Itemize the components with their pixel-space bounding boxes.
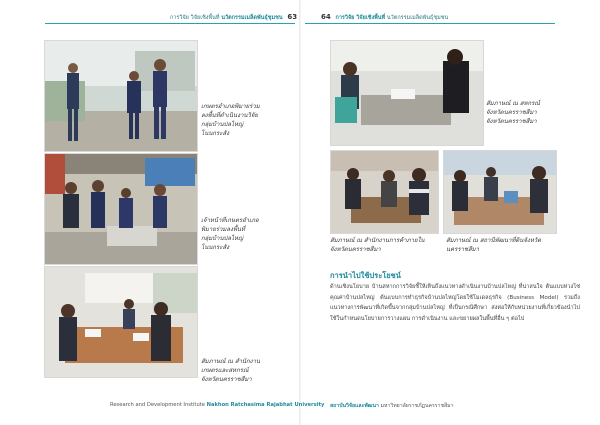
photo-interview-cooperative bbox=[330, 40, 484, 146]
left-footer-text2: Nakhon Ratchasima Rajabhat University bbox=[206, 402, 325, 408]
left-page-number: 63 bbox=[287, 13, 298, 21]
left-footer-text1: Research and Development Institute bbox=[110, 402, 205, 408]
left-footer bbox=[110, 402, 324, 408]
photo-interview-land-development bbox=[443, 150, 557, 234]
caption-left-3: สัมภาษณ์ ณ สำนักงาน เกษตรและสหกรณ์ จังหวัดนครราชสีมา bbox=[201, 358, 261, 383]
section-title: การนำไปใช้ประโยชน์ bbox=[330, 271, 401, 280]
right-footer-text2: มหาวิทยาลัยราชภัฏนครราชสีมา bbox=[380, 403, 454, 409]
right-header-accent: การวิจัย วิจัยเชิงพื้นที่ bbox=[335, 15, 386, 21]
right-running-header bbox=[318, 13, 448, 22]
body-paragraph: ด้านเชิงนโยบาย บ้านสหากการวิจัยชี้ให้เห็นถึงแนวทางดำเนินงานบ้านปลไหญ่ ที่น่าสนใจ ต้นแบบห่วงโซ่คุณค่าบ้านปลไหญ่ ต้นแบบการทำธุรกิจบ้านปลไหญ่โดยใช้โมเดลธุรกิจ (Business Model) รวมถึงแนวทางการพัฒนาที่เกิดขึ้นจากกลุ่มบ้านปลไหญ่ ที่เป็นกรณีศึกษา ส่งต่อให้กับหน่วยงานที่เกี่ยวข้องนำไปใช้ในกำหนดนโยบายการวางแผน การดำเนินงาน และขยายผลในพื้นที่อื่น ๆ ต่อไป bbox=[330, 284, 580, 322]
photo-interview-commerce-office bbox=[330, 150, 439, 234]
photo-field-visit-1 bbox=[44, 40, 198, 152]
caption-left-2: เจ้าหน้าที่เกษตรอำเภอ พิมายร่วมลงพื้นที่ กลุ่มบ้านปลไหญ่ โนนกระสัง bbox=[201, 217, 259, 251]
left-header-accent: นวัตกรรมเมล็ดพันธุ์ชุมชน bbox=[221, 15, 283, 21]
right-header-suffix: นวัตกรรมเมล็ดพันธุ์ชุมชน bbox=[386, 15, 449, 21]
page-gutter bbox=[299, 0, 301, 425]
caption-right-1: สัมภาษณ์ ณ สหกรณ์ จังหวัดนครราชสีมา จังหวัดนครราชสีมา bbox=[486, 100, 540, 125]
left-header-prefix: การวิจัย วิจัยเชิงพื้นที่ bbox=[170, 15, 220, 21]
left-running-header bbox=[170, 13, 300, 22]
caption-right-2: สัมภาษณ์ ณ สำนักงานการค้าภายใน จังหวัดนครราชสีมา bbox=[330, 237, 425, 253]
photo-field-visit-2 bbox=[44, 153, 198, 265]
caption-left-1: เกษตรอำเภอพิมายร่วม ลงพื้นที่ดำเนินงานวิจัย กลุ่มบ้านปลไหญ่ โนนกระสัง bbox=[201, 103, 260, 137]
left-header-rule bbox=[45, 23, 295, 24]
photo-interview-office bbox=[44, 266, 198, 378]
right-page-number: 64 bbox=[321, 13, 331, 21]
right-footer bbox=[330, 402, 454, 410]
right-header-rule bbox=[305, 23, 555, 24]
caption-right-3: สัมภาษณ์ ณ สถานีพัฒนาที่ดินจังหวัด นครราชสีมา bbox=[446, 237, 542, 253]
right-footer-text1: สถาบันวิจัยและพัฒนา bbox=[330, 403, 379, 409]
